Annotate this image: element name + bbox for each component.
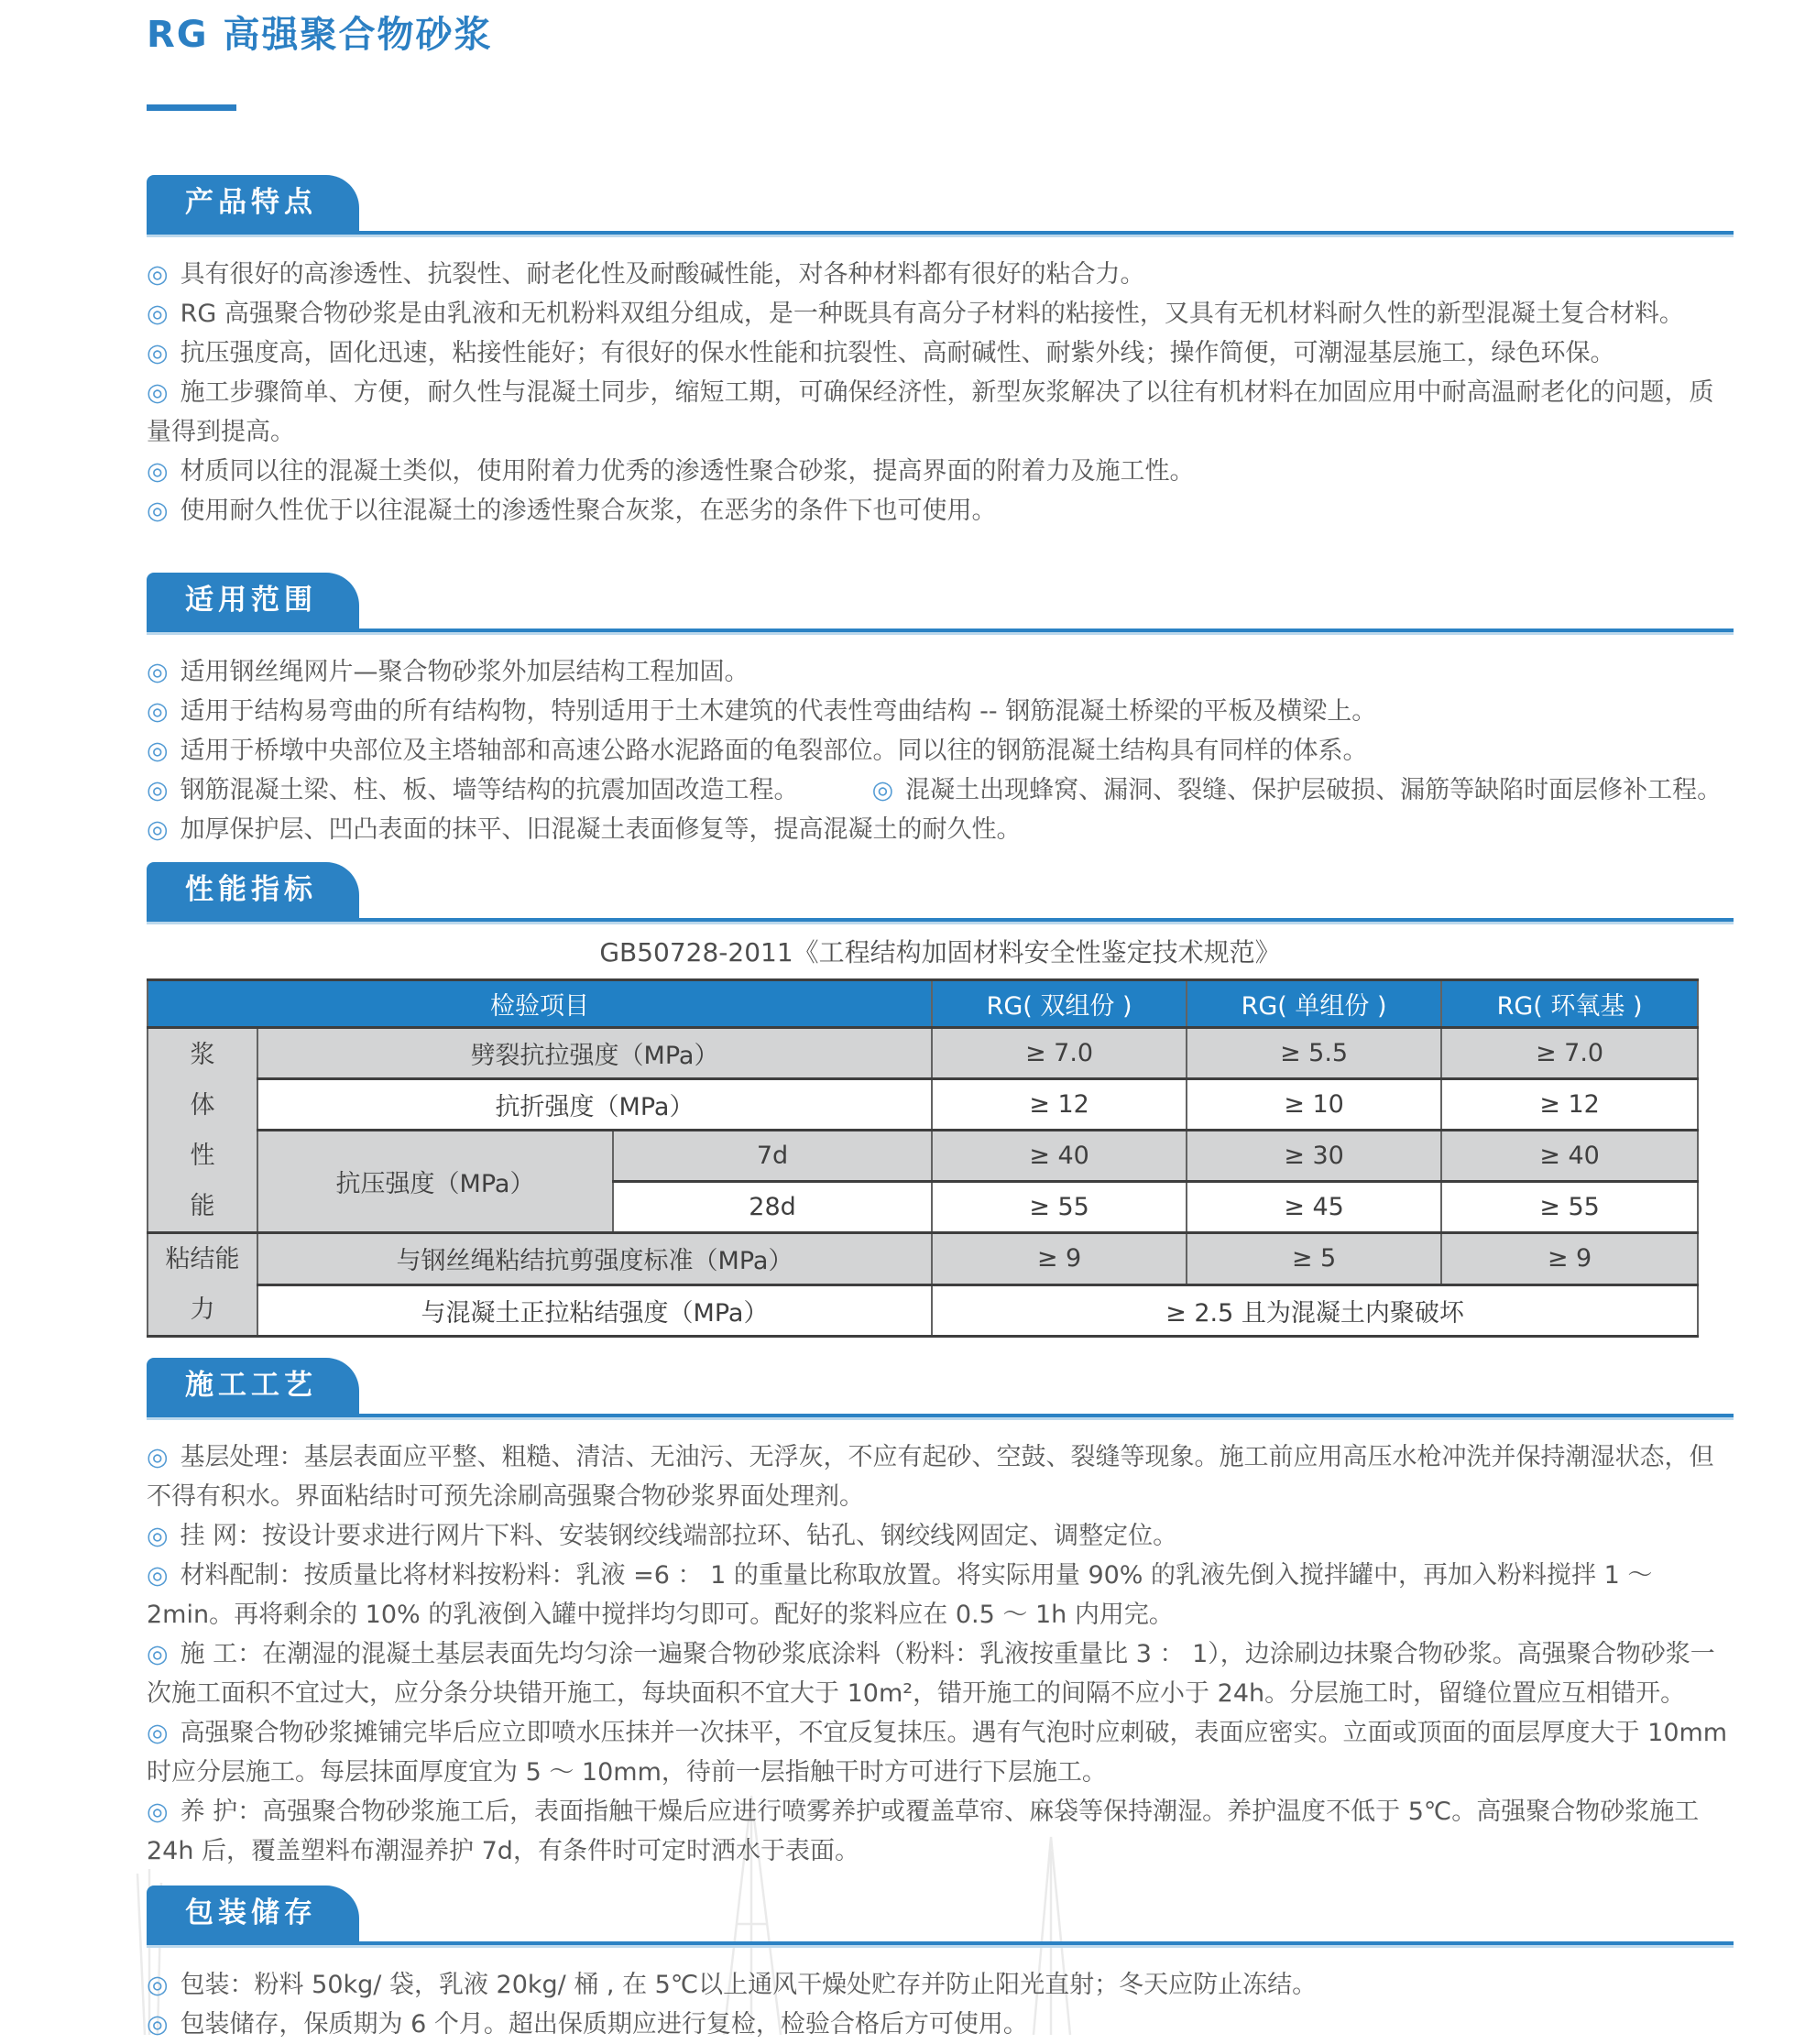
section-rule [147, 231, 1734, 235]
bullet-icon: ◎ [147, 2010, 169, 2039]
bullet-icon: ◎ [147, 300, 169, 328]
title-underline [147, 104, 236, 111]
bullet-item [147, 491, 1734, 530]
split-tensile-value-rg2: ≥ 7.0 [932, 1028, 1187, 1079]
table-row-split-tensile [148, 1028, 1698, 1079]
features-bullet-list [147, 255, 1734, 530]
side-label-line: 力 [190, 1295, 215, 1324]
section-packaging [147, 1886, 1734, 2044]
compressive-28d-value-epoxy: ≥ 55 [1441, 1182, 1698, 1233]
concrete-bond-label: 与混凝土正拉粘结强度（MPa） [257, 1284, 932, 1337]
bullet-item [147, 1516, 1734, 1556]
section-rule [147, 918, 1734, 922]
bullet-icon: ◎ [147, 1719, 169, 1747]
scope-section-head [147, 573, 1734, 632]
wire-shear-value-epoxy: ≥ 9 [1441, 1233, 1698, 1285]
performance-heading-label: 性能指标 [185, 873, 317, 906]
bullet-icon: ◎ [147, 658, 169, 686]
bullet-icon: ◎ [147, 1798, 169, 1826]
bullet-text: 包装：粉料 50kg/ 袋，乳液 20kg/ 桶 , 在 5℃以上通风干燥处贮存并防止阳光直射；冬天应防止冻结。 [180, 1971, 1318, 1999]
bullet-item [147, 1965, 1734, 2005]
process-heading-label: 施工工艺 [185, 1369, 317, 1402]
side-label-line: 性 [190, 1141, 215, 1170]
bullet-item [147, 810, 1734, 849]
section-rule [147, 1414, 1734, 1417]
compressive-28d-value-rg2: ≥ 55 [932, 1182, 1187, 1233]
scope-heading-tab [147, 573, 359, 629]
side-label-line: 体 [190, 1090, 215, 1120]
bullet-icon: ◎ [147, 1640, 169, 1668]
bullet-text: 适用钢丝绳网片—聚合物砂浆外加层结构工程加固。 [180, 658, 749, 686]
compressive-7d-value-rg1: ≥ 30 [1187, 1131, 1441, 1182]
bullet-item-pair [147, 771, 1734, 810]
bullet-item [147, 452, 1734, 491]
packaging-bullet-list [147, 1965, 1734, 2044]
col-header-criteria: 检验项目 [148, 980, 932, 1028]
bullet-icon: ◎ [147, 497, 169, 525]
bullet-text: 包装储存，保质期为 6 个月。超出保质期应进行复检，检验合格后方可使用。 [180, 2010, 1028, 2039]
bullet-text: 施 工：在潮湿的混凝土基层表面先均匀涂一遍聚合物砂浆底涂料（粉料：乳液按重量比 3 ： 1），边涂刷边抹聚合物砂浆。高强聚合物砂浆一次施工面积不宜过大，应分条分块错开施工，每块面积不宜大于 10m²，错开施工的间隔不应小于 24h。分层施工时，留缝位置应互相错开。 [147, 1640, 1715, 1708]
bullet-item [147, 2005, 1734, 2044]
features-heading-label: 产品特点 [185, 186, 317, 219]
bullet-text: 适用于结构易弯曲的所有结构物，特别适用于土木建筑的代表性弯曲结构 -- 钢筋混凝土桥梁的平板及横梁上。 [180, 697, 1377, 726]
bullet-text: 施工步骤简单、方便，耐久性与混凝土同步，缩短工期，可确保经济性，新型灰浆解决了以往有机材料在加固应用中耐高温耐老化的问题，质量得到提高。 [147, 378, 1714, 446]
bullet-icon: ◎ [147, 737, 169, 765]
bullet-item [147, 692, 1734, 731]
flexural-value-rg2: ≥ 12 [932, 1079, 1187, 1131]
bullet-text: 具有很好的高渗透性、抗裂性、耐老化性及耐酸碱性能，对各种材料都有很好的粘合力。 [180, 260, 1145, 289]
process-bullet-list [147, 1437, 1734, 1871]
bullet-item [147, 294, 1734, 333]
bullet-text: 适用于桥墩中央部位及主塔轴部和高速公路水泥路面的龟裂部位。同以往的钢筋混凝土结构具有同样的体系。 [180, 737, 1368, 765]
bullet-item [147, 1713, 1734, 1792]
wire-shear-value-rg1: ≥ 5 [1187, 1233, 1441, 1285]
bullet-text: 材料配制：按质量比将材料按粉料：乳液 =6 ： 1 的重量比称取放置。将实际用量 90% 的乳液先倒入搅拌罐中，再加入粉料搅拌 1 ～ 2min。再将剩余的 10% 的乳液倒入罐中搅拌均匀即可。配好的浆料应在 0.5 ～ 1h 内用完。 [147, 1561, 1653, 1629]
standard-reference-title: GB50728-2011《工程结构加固材料安全性鉴定技术规范》 [599, 937, 1281, 967]
bullet-text: 抗压强度高，固化迅速，粘接性能好；有很好的保水性能和抗裂性、高耐碱性、耐紫外线；操作简便，可潮湿基层施工，绿色环保。 [180, 339, 1615, 367]
wire-shear-value-rg2: ≥ 9 [932, 1233, 1187, 1285]
compressive-28d-value-rg1: ≥ 45 [1187, 1182, 1441, 1233]
col-header-rg-epoxy: RG( 环氧基 ) [1441, 980, 1698, 1028]
bullet-text: 使用耐久性优于以往混凝土的渗透性聚合灰浆，在恶劣的条件下也可使用。 [180, 497, 997, 525]
section-features [147, 175, 1734, 530]
bullet-icon: ◎ [147, 1561, 169, 1590]
bullet-text: 基层处理：基层表面应平整、粗糙、清洁、无油污、无浮灰，不应有起砂、空鼓、裂缝等现象。施工前应用高压水枪冲洗并保持潮湿状态，但不得有积水。界面粘结时可预先涂刷高强聚合物砂浆界面处理剂。 [147, 1443, 1714, 1511]
bullet-item [147, 771, 799, 810]
compressive-7d-label: 7d [613, 1131, 932, 1182]
performance-section-head [147, 862, 1734, 922]
page-title: RG 高强聚合物砂浆 [147, 14, 493, 56]
packaging-heading-tab [147, 1886, 359, 1941]
bullet-item [147, 1634, 1734, 1713]
table-row-wire-shear [148, 1233, 1698, 1285]
bullet-icon: ◎ [147, 1971, 169, 1999]
bullet-icon: ◎ [147, 697, 169, 726]
flexural-label: 抗折强度（MPa） [257, 1079, 932, 1131]
bullet-text: 加厚保护层、凹凸表面的抹平、旧混凝土表面修复等，提高混凝土的耐久性。 [180, 815, 1022, 844]
bullet-text: RG 高强聚合物砂浆是由乳液和无机粉料双组分组成，是一种既具有高分子材料的粘接性，又具有无机材料耐久性的新型混凝土复合材料。 [180, 300, 1684, 328]
scope-heading-label: 适用范围 [185, 584, 317, 617]
bullet-icon: ◎ [147, 260, 169, 289]
row-group-bond-capacity [148, 1233, 257, 1337]
side-label-line: 能 [190, 1191, 215, 1220]
bullet-icon: ◎ [147, 776, 169, 804]
bullet-icon: ◎ [871, 776, 894, 804]
side-label-line: 浆 [190, 1040, 215, 1069]
process-section-head [147, 1358, 1734, 1417]
table-row-compressive-7d [148, 1131, 1698, 1182]
col-header-rg-two-component: RG( 双组份 ) [932, 980, 1187, 1028]
bullet-item [147, 1792, 1734, 1871]
compressive-label: 抗压强度（MPa） [257, 1131, 613, 1233]
table-header-row [148, 980, 1698, 1028]
compressive-7d-value-rg2: ≥ 40 [932, 1131, 1187, 1182]
section-rule [147, 1941, 1734, 1945]
section-process [147, 1358, 1734, 1871]
section-scope [147, 573, 1734, 849]
bullet-icon: ◎ [147, 1522, 169, 1550]
bullet-item [147, 1556, 1734, 1634]
process-heading-tab [147, 1358, 359, 1414]
bullet-text: 材质同以往的混凝土类似，使用附着力优秀的渗透性聚合砂浆，提高界面的附着力及施工性。 [180, 457, 1195, 486]
features-heading-tab [147, 175, 359, 231]
table-row-concrete-bond [148, 1284, 1698, 1337]
packaging-heading-label: 包装储存 [185, 1896, 317, 1929]
bullet-text: 养 护：高强聚合物砂浆施工后，表面指触干燥后应进行喷雾养护或覆盖草帘、麻袋等保持潮湿。养护温度不低于 5℃。高强聚合物砂浆施工 24h 后，覆盖塑料布潮湿养护 7d，有条件时可定时洒水于表面。 [147, 1798, 1700, 1865]
compressive-28d-label: 28d [613, 1182, 932, 1233]
bullet-icon: ◎ [147, 815, 169, 844]
bullet-text: 混凝土出现蜂窝、漏洞、裂缝、保护层破损、漏筋等缺陷时面层修补工程。 [905, 776, 1723, 804]
bullet-item [147, 731, 1734, 771]
features-section-head [147, 175, 1734, 235]
bullet-text: 高强聚合物砂浆摊铺完毕后应立即喷水压抹并一次抹平，不宜反复抹压。遇有气泡时应刺破，表面应密实。立面或顶面的面层厚度大于 10mm 时应分层施工。每层抹面厚度宜为 5 ～ 10mm，待前一层指触干时方可进行下层施工。 [147, 1719, 1728, 1787]
bullet-icon: ◎ [147, 339, 169, 367]
concrete-bond-merged-value: ≥ 2.5 且为混凝土内聚破坏 [932, 1284, 1698, 1337]
split-tensile-value-rg1: ≥ 5.5 [1187, 1028, 1441, 1079]
bullet-item [147, 333, 1734, 373]
split-tensile-value-epoxy: ≥ 7.0 [1441, 1028, 1698, 1079]
side-label-line: 粘结能 [165, 1245, 240, 1273]
scope-bullet-list [147, 652, 1734, 849]
bullet-item [147, 373, 1734, 452]
row-group-paste-performance [148, 1028, 257, 1233]
split-tensile-label: 劈裂抗拉强度（MPa） [257, 1028, 932, 1079]
bullet-item [147, 255, 1734, 294]
flexural-value-rg1: ≥ 10 [1187, 1079, 1441, 1131]
packaging-section-head [147, 1886, 1734, 1945]
bullet-icon: ◎ [147, 378, 169, 407]
bullet-icon: ◎ [147, 1443, 169, 1471]
performance-table [147, 978, 1699, 1338]
bullet-item [147, 1437, 1734, 1516]
bullet-item [872, 771, 1723, 810]
section-performance [147, 862, 1734, 1338]
bullet-item [147, 652, 1734, 692]
section-rule [147, 629, 1734, 632]
bullet-text: 钢筋混凝土梁、柱、板、墙等结构的抗震加固改造工程。 [180, 776, 799, 804]
wire-shear-label: 与钢丝绳粘结抗剪强度标准（MPa） [257, 1233, 932, 1285]
table-row-flexural [148, 1079, 1698, 1131]
flexural-value-epoxy: ≥ 12 [1441, 1079, 1698, 1131]
bullet-text: 挂 网：按设计要求进行网片下料、安装钢绞线端部拉环、钻孔、钢绞线网固定、调整定位。 [180, 1522, 1178, 1550]
col-header-rg-one-component: RG( 单组份 ) [1187, 980, 1441, 1028]
performance-heading-tab [147, 862, 359, 918]
bullet-icon: ◎ [147, 457, 169, 486]
compressive-7d-value-epoxy: ≥ 40 [1441, 1131, 1698, 1182]
